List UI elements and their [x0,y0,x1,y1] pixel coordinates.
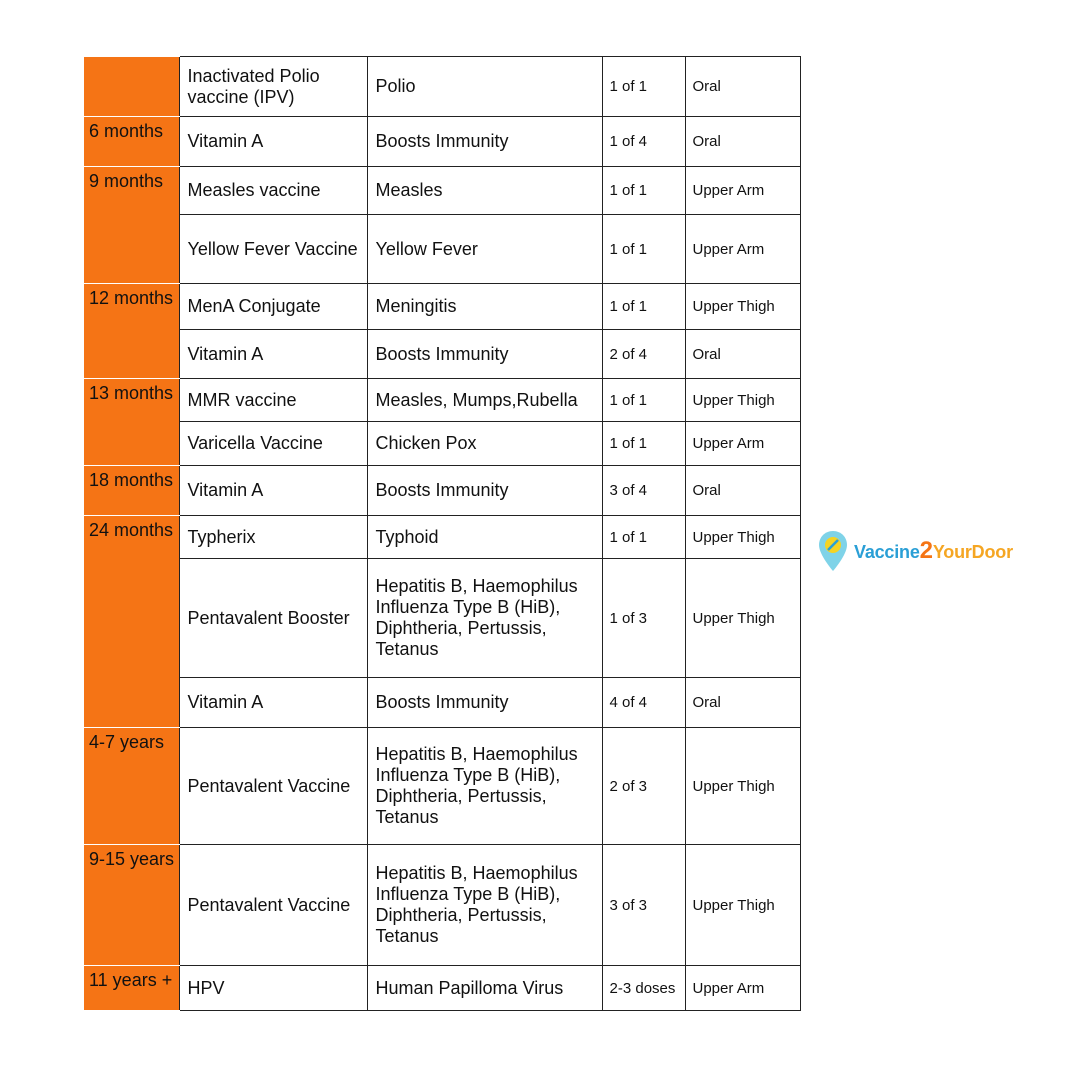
age-cell: 24 months [84,516,179,728]
dose-cell: 2 of 4 [602,330,685,379]
age-cell: 9-15 years [84,845,179,966]
vaccine-name-cell: Pentavalent Vaccine [179,845,367,966]
table-row [84,379,800,422]
age-cell: 18 months [84,466,179,516]
site-cell: Upper Thigh [685,559,800,678]
dose-cell: 2 of 3 [602,728,685,845]
table-row [84,117,800,167]
age-cell: 11 years + [84,966,179,1011]
age-cell: 6 months [84,117,179,167]
site-cell: Oral [685,678,800,728]
table-row [84,559,800,678]
vaccine-name-cell: Vitamin A [179,117,367,167]
vaccine-name-cell: Vitamin A [179,330,367,379]
dose-cell: 4 of 4 [602,678,685,728]
vaccine2yourdoor-logo [818,528,1038,574]
vaccination-schedule-table [84,56,801,1011]
logo-text-2: 2 [919,537,933,564]
dose-cell: 2-3 doses [602,966,685,1011]
vaccine-name-cell: Pentavalent Vaccine [179,728,367,845]
table-row [84,284,800,330]
site-cell: Oral [685,117,800,167]
table-row [84,516,800,559]
site-cell: Upper Arm [685,966,800,1011]
table-row [84,678,800,728]
table-row [84,330,800,379]
dose-cell: 1 of 3 [602,559,685,678]
protects-against-cell: Boosts Immunity [367,678,602,728]
site-cell: Upper Thigh [685,845,800,966]
protects-against-cell: Yellow Fever [367,215,602,284]
site-cell: Upper Arm [685,422,800,466]
protects-against-cell: Typhoid [367,516,602,559]
age-cell [84,57,179,117]
table-row [84,167,800,215]
vaccine-name-cell: MenA Conjugate [179,284,367,330]
dose-cell: 1 of 1 [602,516,685,559]
protects-against-cell: Meningitis [367,284,602,330]
vaccine-name-cell: Measles vaccine [179,167,367,215]
site-cell: Upper Arm [685,167,800,215]
age-cell: 9 months [84,167,179,284]
protects-against-cell: Measles [367,167,602,215]
vaccine-name-cell: Inactivated Polio vaccine (IPV) [179,57,367,117]
table-row [84,966,800,1011]
vaccine-name-cell: Varicella Vaccine [179,422,367,466]
protects-against-cell: Measles, Mumps,Rubella [367,379,602,422]
protects-against-cell: Hepatitis B, Haemophilus Influenza Type B (HiB), Diphtheria, Pertussis, Tetanus [367,559,602,678]
table-row [84,57,800,117]
site-cell: Oral [685,466,800,516]
logo-text-vaccine: Vaccine [854,542,920,562]
vaccine-name-cell: Typherix [179,516,367,559]
protects-against-cell: Hepatitis B, Haemophilus Influenza Type B (HiB), Diphtheria, Pertussis, Tetanus [367,728,602,845]
site-cell: Oral [685,330,800,379]
vaccine-name-cell: HPV [179,966,367,1011]
logo-text-yourdoor: YourDoor [932,542,1013,562]
dose-cell: 3 of 4 [602,466,685,516]
table-row [84,422,800,466]
dose-cell: 1 of 1 [602,57,685,117]
table-row [84,845,800,966]
protects-against-cell: Chicken Pox [367,422,602,466]
dose-cell: 1 of 1 [602,422,685,466]
vaccine-name-cell: Pentavalent Booster [179,559,367,678]
protects-against-cell: Polio [367,57,602,117]
table-row [84,466,800,516]
site-cell: Upper Thigh [685,728,800,845]
table-row [84,728,800,845]
dose-cell: 1 of 1 [602,379,685,422]
dose-cell: 1 of 1 [602,215,685,284]
vaccine-name-cell: MMR vaccine [179,379,367,422]
site-cell: Upper Thigh [685,379,800,422]
protects-against-cell: Boosts Immunity [367,117,602,167]
age-cell: 4-7 years [84,728,179,845]
protects-against-cell: Boosts Immunity [367,466,602,516]
protects-against-cell: Boosts Immunity [367,330,602,379]
dose-cell: 3 of 3 [602,845,685,966]
vaccine-name-cell: Vitamin A [179,678,367,728]
vaccine-name-cell: Vitamin A [179,466,367,516]
protects-against-cell: Human Papilloma Virus [367,966,602,1011]
site-cell: Oral [685,57,800,117]
site-cell: Upper Thigh [685,284,800,330]
age-cell: 12 months [84,284,179,379]
table-row [84,215,800,284]
dose-cell: 1 of 4 [602,117,685,167]
age-cell: 13 months [84,379,179,466]
site-cell: Upper Thigh [685,516,800,559]
vaccine-name-cell: Yellow Fever Vaccine [179,215,367,284]
protects-against-cell: Hepatitis B, Haemophilus Influenza Type B (HiB), Diphtheria, Pertussis, Tetanus [367,845,602,966]
dose-cell: 1 of 1 [602,284,685,330]
location-pin-icon [818,530,848,572]
dose-cell: 1 of 1 [602,167,685,215]
site-cell: Upper Arm [685,215,800,284]
